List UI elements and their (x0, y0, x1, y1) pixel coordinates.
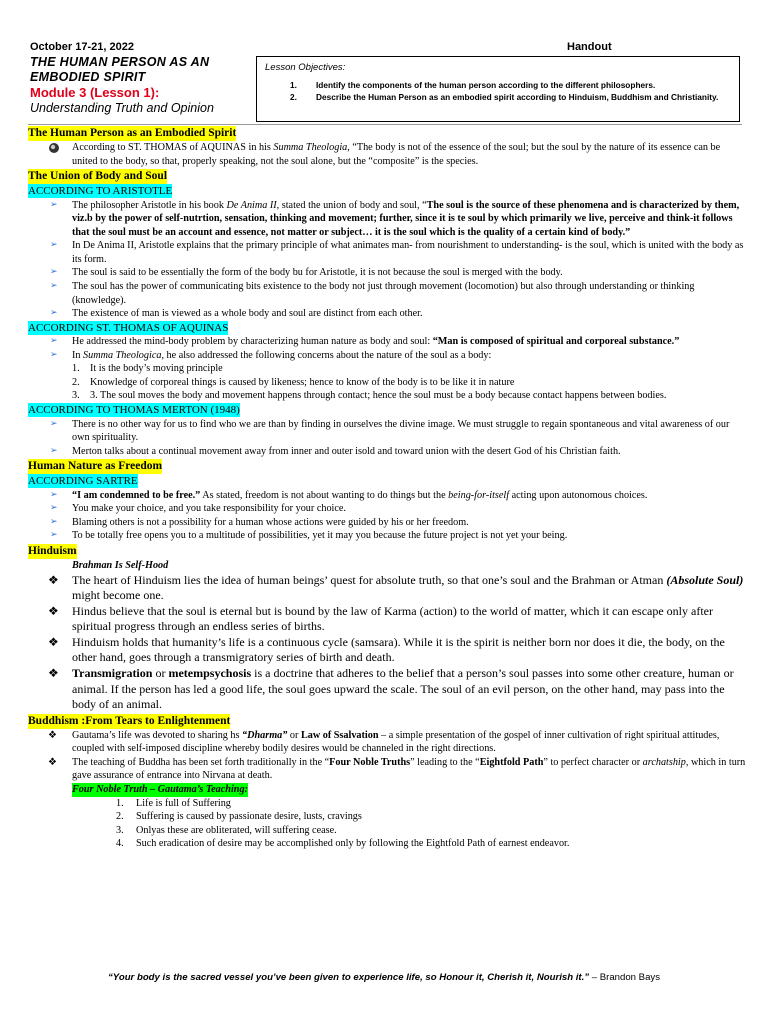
section-heading: The Union of Body and Soul (28, 170, 168, 183)
list-item: ➢ You make your choice, and you take responsibility for your choice. (50, 502, 346, 515)
content (28, 125, 748, 851)
numbered-item: 2. Suffering is caused by passionate desire, lusts, cravings (116, 811, 362, 823)
list-item: ➢ In Summa Theologica, he also addressed the following concerns about the nature of the soul as a body: (50, 348, 492, 361)
module-label: Module 3 (Lesson 1): (30, 84, 160, 100)
subsection-title: Brahman Is Self-Hood (72, 559, 169, 571)
list-item: ➢ In De Anima II, Aristotle explains that the primary principle of what animates man- from nourishment to understanding- is the soul, which is united with the body as its form. (50, 239, 744, 265)
diamond-bullet-icon: ❖ (48, 603, 59, 618)
arrow-bullet-icon: ➢ (50, 279, 58, 290)
arrow-bullet-icon: ➢ (50, 488, 58, 499)
numbered-item: 3. Onlyas these are obliterated, will suffering cease. (116, 824, 337, 836)
list-item: ➢ To be totally free opens you to a multitude of possibilities, yet it may you because the future project is not yet your being. (50, 529, 568, 542)
subsection-label: Four Noble Truth – Gautama’s Teaching: (72, 784, 248, 796)
list-item: ➢ There is no other way for us to find who we are than by finding in ourselves the divine image. We must struggle to regain spontaneous and vital awareness of our own spirituality. (50, 417, 730, 444)
date: October 17-21, 2022 (30, 41, 134, 53)
arrow-bullet-icon: ➢ (50, 502, 58, 513)
list-item: ❖ The heart of Hinduism lies the idea of human beings’ quest for absolute truth, so that one’s soul and the Brahman or Atman (Absolute Soul) might become one. (48, 572, 744, 603)
list-item: ➢ He addressed the mind-body problem by characterizing human nature as body and soul: “Man is composed of spiritual and corporeal substance.” (50, 335, 680, 348)
numbered-item: 4. Such eradication of desire may be accomplished only by following the Eightfold Path of earnest endeavor. (116, 838, 570, 850)
arrow-bullet-icon: ➢ (50, 444, 58, 455)
section-heading: Hinduism (28, 545, 77, 557)
subsection-label: ACCORDING SARTRE (28, 475, 138, 488)
title-line-2: EMBODIED SPIRIT (30, 69, 146, 84)
section-heading: The Human Person as an Embodied Spirit (28, 127, 237, 139)
numbered-item: 3. 3. The soul moves the body and movement happens through contact; hence the soul must be a body because contact happens between bodies. (72, 390, 667, 402)
objective-item: 1. Identify the components of the human person according to the different philosophers. (290, 79, 656, 90)
header-block (30, 40, 260, 117)
diamond-bullet-icon: ❖ (48, 666, 59, 681)
numbered-item: 1. Life is full of Suffering (116, 797, 231, 809)
list-item: ❖ The teaching of Buddha has been set forth traditionally in the “Four Noble Truths” leading to the “Eightfold Path” to perfect character or archatship, which in turn gave assurance of entrance into Nirvana at death. (48, 756, 746, 782)
quote-text: “Your body is the sacred vessel you’ve been given to experience life, so Honour it, Cherish it, Nourish it.” (108, 972, 590, 983)
circle-bullet-icon (48, 141, 72, 159)
subsection-label: ACCORDING ST. THOMAS OF AQUINAS (28, 321, 229, 334)
arrow-bullet-icon: ➢ (50, 335, 58, 346)
handout-label: Handout (567, 41, 612, 53)
list-item: ➢ The philosopher Aristotle in his book De Anima II, stated the union of body and soul, “The soul is the source of these phenomena and is characterized by them, viz.b by the power of self-nutrtion, sensation, thinking and movement; further, since it is te soul by which primarily we live, perceive and think-it follows that the soul must be an account and essence, not matter or subject… it is the soul which is the quality of a certain kind of body.” (50, 198, 740, 238)
subsection-label: ACCORDING TO ARISTOTLE (28, 185, 173, 197)
quote-author: – Brandon Bays (589, 972, 660, 983)
objectives-heading: Lesson Objectives: (265, 62, 346, 73)
arrow-bullet-icon: ➢ (50, 515, 58, 526)
list-item: ❖ Transmigration or metempsychosis is a doctrine that adheres to the belief that a person’s soul passes into some other creature, human or animal. If the person has led a good life, the soul goes upward the scale. The soul of an evil person, on the other hand, may pass into the body of an animal. (48, 666, 734, 712)
list-item: ➢ The existence of man is viewed as a whole body and soul are distinct from each other. (50, 307, 423, 320)
arrow-bullet-icon: ➢ (50, 266, 58, 277)
list-item: ➢ Merton talks about a continual movement away from inner and outer isold and toward union with the desert God of his Christian faith. (50, 444, 621, 457)
numbered-item: 2. Knowledge of corporeal things is caused by likeness; hence to know of the body is to be like it in nature (72, 376, 515, 388)
title-line-1: THE HUMAN PERSON AS AN (30, 54, 210, 69)
subsection-label: ACCORDING TO THOMAS MERTON (1948) (28, 404, 240, 416)
arrow-bullet-icon: ➢ (50, 529, 58, 540)
diamond-bullet-icon: ❖ (48, 634, 59, 649)
list-item: ❖ Gautama’s life was devoted to sharing hs “Dharma” or Law of Ssalvation – a simple presentation of the gospel of inner cultivation of right spiritual attitudes, coupled with self-imposed discipline whereby bodily desires would be channeled in the right directions. (48, 729, 720, 755)
subtitle: Understanding Truth and Opinion (30, 100, 214, 115)
arrow-bullet-icon: ➢ (50, 239, 58, 250)
list-item: ➢ Blaming others is not a possibility for a human whose actions were guided by his or her freedom. (50, 515, 469, 528)
numbered-item: 1. It is the body’s moving principle (72, 363, 223, 375)
list-item: ➢ The soul has the power of communicating bits existence to the body not just through movement (locomotion) but also through understanding or thinking (knowledge). (50, 279, 695, 306)
section-heading: Buddhism :From Tears to Enlightenment (28, 714, 231, 727)
list-item: ❖ Hinduism holds that humanity’s life is a continuous cycle (samsara). While it is the spirit is neither born nor does it die, the body, on the other hand, goes through a transmigratory series of birth and death. (48, 634, 725, 665)
list-item: According to ST. THOMAS of AQUINAS in his Summa Theologia, “The body is not of the essence of the soul; but the soul by the nature of its essence can be united to the body, so that, properly speaking, not the soul alone, but the “composite” is the species. (28, 141, 748, 168)
objectives-box (256, 56, 740, 122)
diamond-bullet-icon: ❖ (48, 729, 58, 741)
list-item: ➢ The soul is said to be essentially the form of the body bu for Aristotle, it is not because the soul is merged with the body. (50, 266, 563, 279)
diamond-bullet-icon: ❖ (48, 756, 58, 768)
section-heading: Human Nature as Freedom (28, 460, 163, 473)
arrow-bullet-icon: ➢ (50, 417, 58, 428)
footer-quote (0, 972, 768, 985)
arrow-bullet-icon: ➢ (50, 307, 58, 318)
list-item: ❖ Hindus believe that the soul is eternal but is bound by the law of Karma (action) to the world of matter, which it can escape only after spiritual progress through an endless series of births. (48, 603, 713, 634)
objective-item: 2. Describe the Human Person as an embodied spirit according to Hinduism, Buddhism and Christianity. (290, 91, 719, 102)
list-item: ➢ “I am condemned to be free.” As stated, freedom is not about wanting to do things but the being-for-itself acting upon autonomous choices. (50, 488, 648, 501)
arrow-bullet-icon: ➢ (50, 198, 58, 209)
arrow-bullet-icon: ➢ (50, 348, 58, 359)
diamond-bullet-icon: ❖ (48, 572, 59, 587)
